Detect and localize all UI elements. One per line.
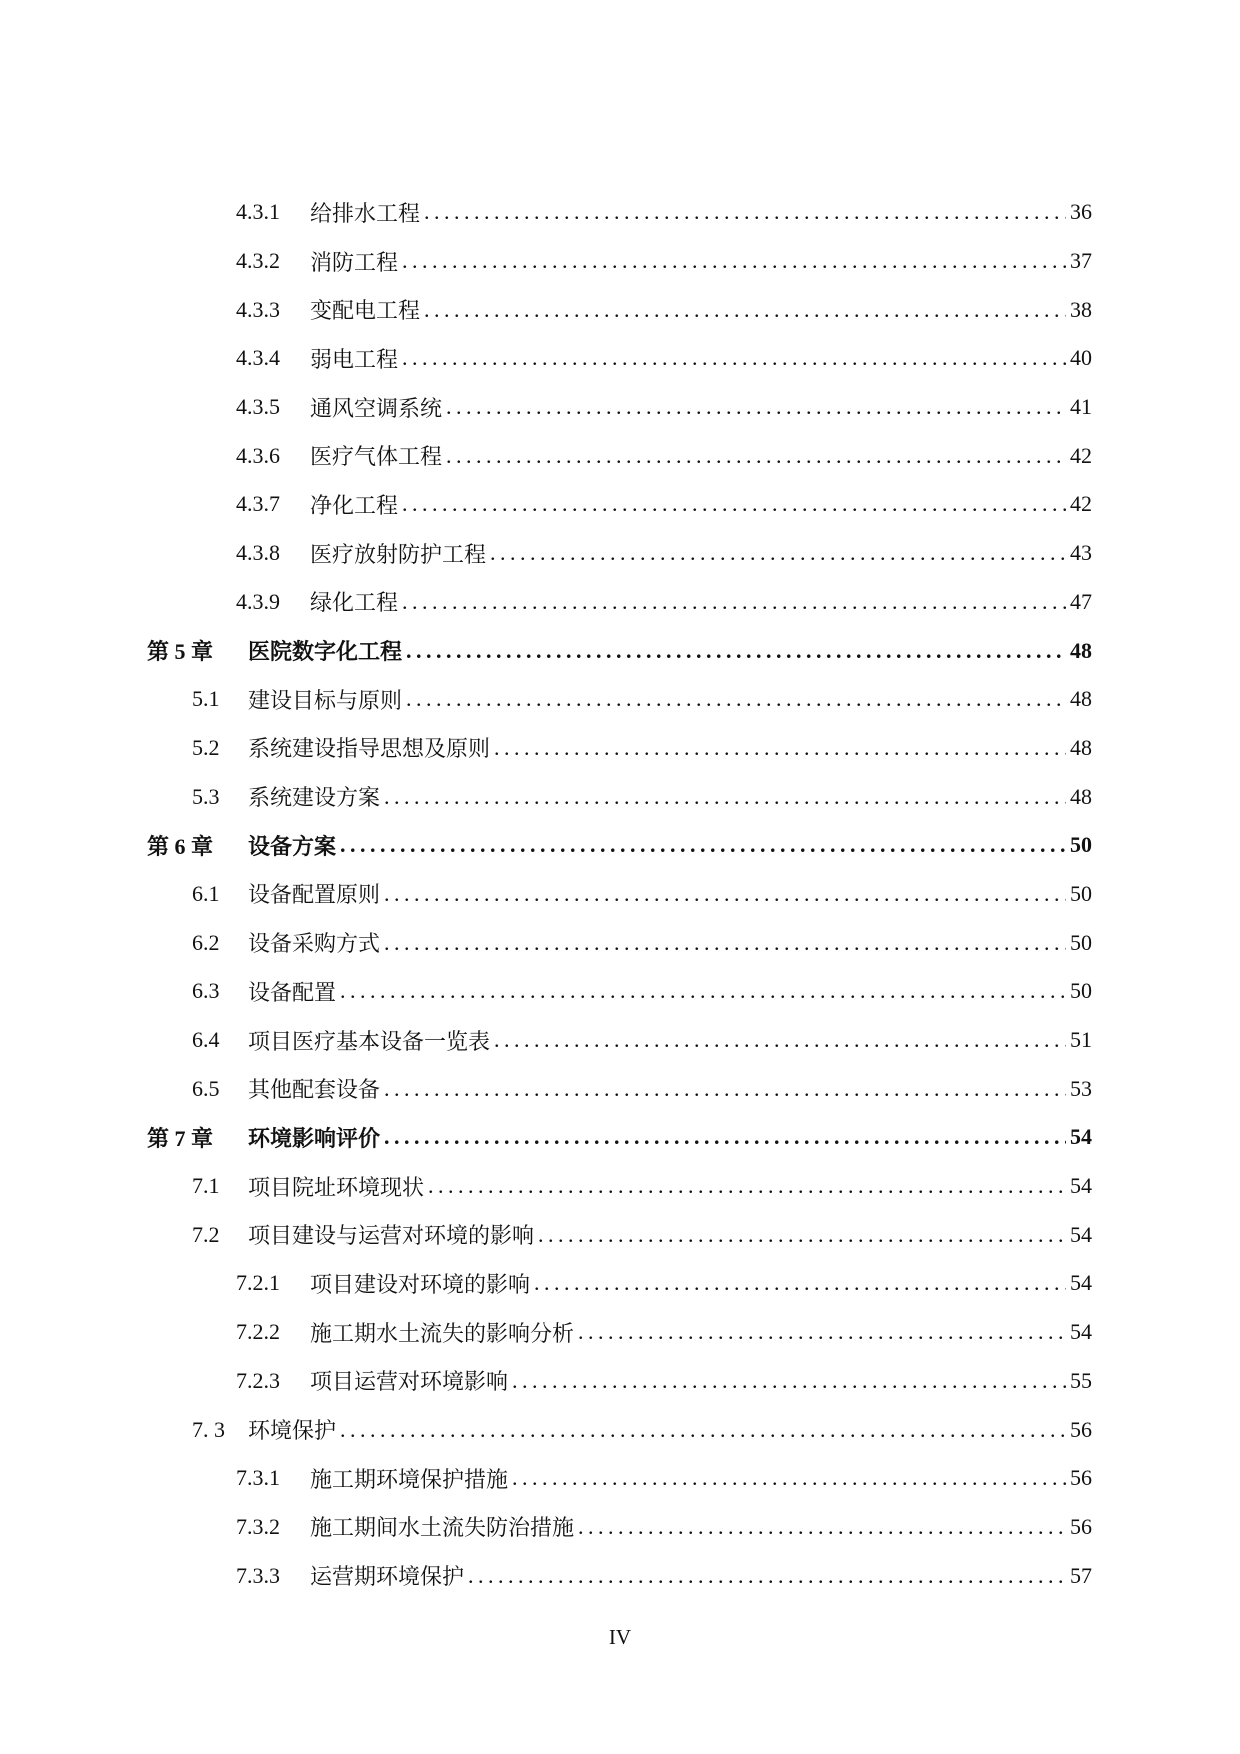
toc-entry-number: 5.2 bbox=[192, 734, 220, 760]
toc-entry[interactable] bbox=[0, 480, 1240, 529]
toc-entry[interactable] bbox=[0, 1064, 1240, 1113]
toc-entry-page: 55 bbox=[1070, 1367, 1092, 1393]
toc-entry-number: 7.2.3 bbox=[236, 1367, 280, 1393]
toc-entry-title: 项目医疗基本设备一览表 bbox=[248, 1029, 491, 1055]
toc-entry[interactable] bbox=[0, 870, 1240, 919]
toc-entry-title: 消防工程 bbox=[310, 250, 399, 276]
toc-entry[interactable] bbox=[0, 1357, 1240, 1406]
toc-entry-number: 4.3.1 bbox=[236, 199, 280, 225]
toc-entry-number: 6.1 bbox=[192, 880, 220, 906]
dot-leader bbox=[340, 1417, 1066, 1443]
toc-entry[interactable] bbox=[0, 675, 1240, 724]
toc-entry[interactable] bbox=[0, 821, 1240, 870]
dot-leader bbox=[424, 297, 1066, 323]
toc-entry-page: 48 bbox=[1070, 783, 1092, 809]
toc-entry-title: 环境保护 bbox=[248, 1419, 337, 1445]
toc-entry-page: 56 bbox=[1070, 1465, 1092, 1491]
toc-entry-title: 项目建设与运营对环境的影响 bbox=[248, 1224, 535, 1250]
toc-entry-title: 项目建设对环境的影响 bbox=[310, 1272, 531, 1298]
dot-leader bbox=[534, 1270, 1066, 1296]
dot-leader bbox=[424, 199, 1066, 225]
toc-entry-title: 医院数字化工程 bbox=[248, 639, 403, 666]
toc-entry[interactable] bbox=[0, 1210, 1240, 1259]
dot-leader bbox=[340, 978, 1066, 1004]
toc-entry-page: 54 bbox=[1070, 1124, 1092, 1150]
dot-leader bbox=[578, 1319, 1066, 1345]
dot-leader bbox=[340, 832, 1066, 858]
toc-entry-title: 其他配套设备 bbox=[248, 1078, 381, 1104]
toc-entry-number: 第 6 章 bbox=[147, 833, 214, 859]
toc-entry-page: 57 bbox=[1070, 1562, 1092, 1588]
toc-entry-title: 医疗气体工程 bbox=[310, 445, 443, 471]
toc-entry[interactable] bbox=[0, 1016, 1240, 1065]
dot-leader bbox=[384, 930, 1066, 956]
toc-entry-number: 7.3.3 bbox=[236, 1562, 280, 1588]
toc-entry-number: 4.3.7 bbox=[236, 491, 280, 517]
dot-leader bbox=[384, 784, 1066, 810]
dot-leader bbox=[512, 1368, 1066, 1394]
toc-entry-page: 54 bbox=[1070, 1270, 1092, 1296]
toc-entry[interactable] bbox=[0, 1551, 1240, 1600]
dot-leader bbox=[494, 1027, 1066, 1053]
toc-entry-page: 50 bbox=[1070, 929, 1092, 955]
toc-entry[interactable] bbox=[0, 1162, 1240, 1211]
toc-entry-page: 48 bbox=[1070, 686, 1092, 712]
toc-entry-number: 5.3 bbox=[192, 783, 220, 809]
dot-leader bbox=[406, 686, 1066, 712]
toc-entry-title: 变配电工程 bbox=[310, 299, 421, 325]
toc-entry[interactable] bbox=[0, 724, 1240, 773]
dot-leader bbox=[402, 248, 1066, 274]
toc-entry-title: 医疗放射防护工程 bbox=[310, 542, 487, 568]
table-of-contents bbox=[0, 188, 1240, 1600]
toc-entry-page: 43 bbox=[1070, 540, 1092, 566]
toc-entry-title: 绿化工程 bbox=[310, 591, 399, 617]
toc-entry[interactable] bbox=[0, 237, 1240, 286]
toc-entry-number: 4.3.2 bbox=[236, 248, 280, 274]
toc-entry-number: 6.3 bbox=[192, 978, 220, 1004]
toc-entry[interactable] bbox=[0, 334, 1240, 383]
toc-entry-title: 设备方案 bbox=[248, 833, 337, 860]
toc-entry-number: 4.3.4 bbox=[236, 345, 280, 371]
toc-entry-title: 建设目标与原则 bbox=[248, 688, 403, 714]
dot-leader bbox=[428, 1173, 1066, 1199]
toc-entry[interactable] bbox=[0, 1454, 1240, 1503]
toc-entry-page: 50 bbox=[1070, 832, 1092, 858]
toc-entry[interactable] bbox=[0, 578, 1240, 627]
toc-entry-title: 系统建设指导思想及原则 bbox=[248, 737, 491, 763]
dot-leader bbox=[402, 345, 1066, 371]
toc-entry[interactable] bbox=[0, 1113, 1240, 1162]
toc-entry-number: 7.2 bbox=[192, 1221, 220, 1247]
dot-leader bbox=[446, 443, 1066, 469]
toc-entry-number: 4.3.8 bbox=[236, 540, 280, 566]
toc-entry-page: 53 bbox=[1070, 1075, 1092, 1101]
toc-entry-number: 7.2.2 bbox=[236, 1319, 280, 1345]
toc-entry-number: 7.3.1 bbox=[236, 1465, 280, 1491]
toc-entry-page: 48 bbox=[1070, 734, 1092, 760]
dot-leader bbox=[512, 1465, 1066, 1491]
dot-leader bbox=[384, 1076, 1066, 1102]
toc-entry-page: 54 bbox=[1070, 1221, 1092, 1247]
toc-entry-page: 42 bbox=[1070, 442, 1092, 468]
dot-leader bbox=[406, 638, 1066, 664]
toc-entry-title: 通风空调系统 bbox=[310, 396, 443, 422]
toc-entry[interactable] bbox=[0, 626, 1240, 675]
toc-entry-number: 4.3.5 bbox=[236, 394, 280, 420]
toc-entry-page: 50 bbox=[1070, 978, 1092, 1004]
toc-entry-title: 弱电工程 bbox=[310, 347, 399, 373]
toc-entry-number: 4.3.3 bbox=[236, 296, 280, 322]
toc-entry-page: 42 bbox=[1070, 491, 1092, 517]
dot-leader bbox=[402, 589, 1066, 615]
toc-entry-title: 施工期环境保护措施 bbox=[310, 1467, 509, 1493]
toc-entry-page: 38 bbox=[1070, 296, 1092, 322]
toc-entry-page: 37 bbox=[1070, 248, 1092, 274]
toc-entry[interactable] bbox=[0, 285, 1240, 334]
toc-entry-page: 47 bbox=[1070, 588, 1092, 614]
dot-leader bbox=[468, 1563, 1066, 1589]
toc-entry-number: 5.1 bbox=[192, 686, 220, 712]
toc-entry-page: 50 bbox=[1070, 880, 1092, 906]
dot-leader bbox=[384, 881, 1066, 907]
toc-entry-title: 设备采购方式 bbox=[248, 932, 381, 958]
page-number: IV bbox=[608, 1625, 632, 1649]
toc-entry[interactable] bbox=[0, 967, 1240, 1016]
toc-entry-number: 7.2.1 bbox=[236, 1270, 280, 1296]
toc-entry-number: 7.1 bbox=[192, 1173, 220, 1199]
toc-entry[interactable] bbox=[0, 188, 1240, 237]
toc-entry-title: 设备配置原则 bbox=[248, 883, 381, 909]
toc-entry-title: 施工期间水土流失防治措施 bbox=[310, 1516, 575, 1542]
toc-entry-page: 36 bbox=[1070, 199, 1092, 225]
dot-leader bbox=[402, 491, 1066, 517]
toc-entry-number: 7.3.2 bbox=[236, 1513, 280, 1539]
dot-leader bbox=[446, 394, 1066, 420]
toc-entry-page: 56 bbox=[1070, 1416, 1092, 1442]
toc-entry[interactable] bbox=[0, 529, 1240, 578]
toc-entry-title: 项目院址环境现状 bbox=[248, 1175, 425, 1201]
toc-entry-title: 净化工程 bbox=[310, 493, 399, 519]
toc-entry-number: 第 7 章 bbox=[147, 1125, 214, 1151]
toc-entry-title: 给排水工程 bbox=[310, 201, 421, 227]
toc-entry-title: 运营期环境保护 bbox=[310, 1565, 465, 1591]
toc-entry-page: 41 bbox=[1070, 394, 1092, 420]
dot-leader bbox=[490, 540, 1066, 566]
toc-entry[interactable] bbox=[0, 918, 1240, 967]
toc-entry-page: 56 bbox=[1070, 1513, 1092, 1539]
toc-entry-number: 6.5 bbox=[192, 1075, 220, 1101]
toc-entry-page: 48 bbox=[1070, 637, 1092, 663]
toc-entry-title: 设备配置 bbox=[248, 980, 337, 1006]
toc-entry-page: 51 bbox=[1070, 1027, 1092, 1053]
toc-entry-title: 项目运营对环境影响 bbox=[310, 1370, 509, 1396]
toc-entry[interactable] bbox=[0, 1308, 1240, 1357]
toc-entry-number: 4.3.9 bbox=[236, 588, 280, 614]
dot-leader bbox=[384, 1124, 1066, 1150]
toc-entry-title: 施工期水土流失的影响分析 bbox=[310, 1321, 575, 1347]
toc-entry-page: 54 bbox=[1070, 1319, 1092, 1345]
toc-entry-number: 6.2 bbox=[192, 929, 220, 955]
toc-entry[interactable] bbox=[0, 1503, 1240, 1552]
toc-entry[interactable] bbox=[0, 431, 1240, 480]
toc-entry[interactable] bbox=[0, 1405, 1240, 1454]
toc-entry-number: 6.4 bbox=[192, 1027, 220, 1053]
toc-entry-number: 4.3.6 bbox=[236, 442, 280, 468]
toc-entry-number: 7. 3 bbox=[192, 1416, 225, 1442]
toc-entry[interactable] bbox=[0, 383, 1240, 432]
dot-leader bbox=[538, 1222, 1066, 1248]
toc-entry[interactable] bbox=[0, 1259, 1240, 1308]
dot-leader bbox=[494, 735, 1066, 761]
dot-leader bbox=[578, 1514, 1066, 1540]
toc-entry[interactable] bbox=[0, 772, 1240, 821]
toc-entry-page: 54 bbox=[1070, 1173, 1092, 1199]
toc-entry-page: 40 bbox=[1070, 345, 1092, 371]
toc-entry-title: 环境影响评价 bbox=[248, 1125, 381, 1152]
toc-entry-title: 系统建设方案 bbox=[248, 786, 381, 812]
toc-entry-number: 第 5 章 bbox=[147, 639, 214, 665]
